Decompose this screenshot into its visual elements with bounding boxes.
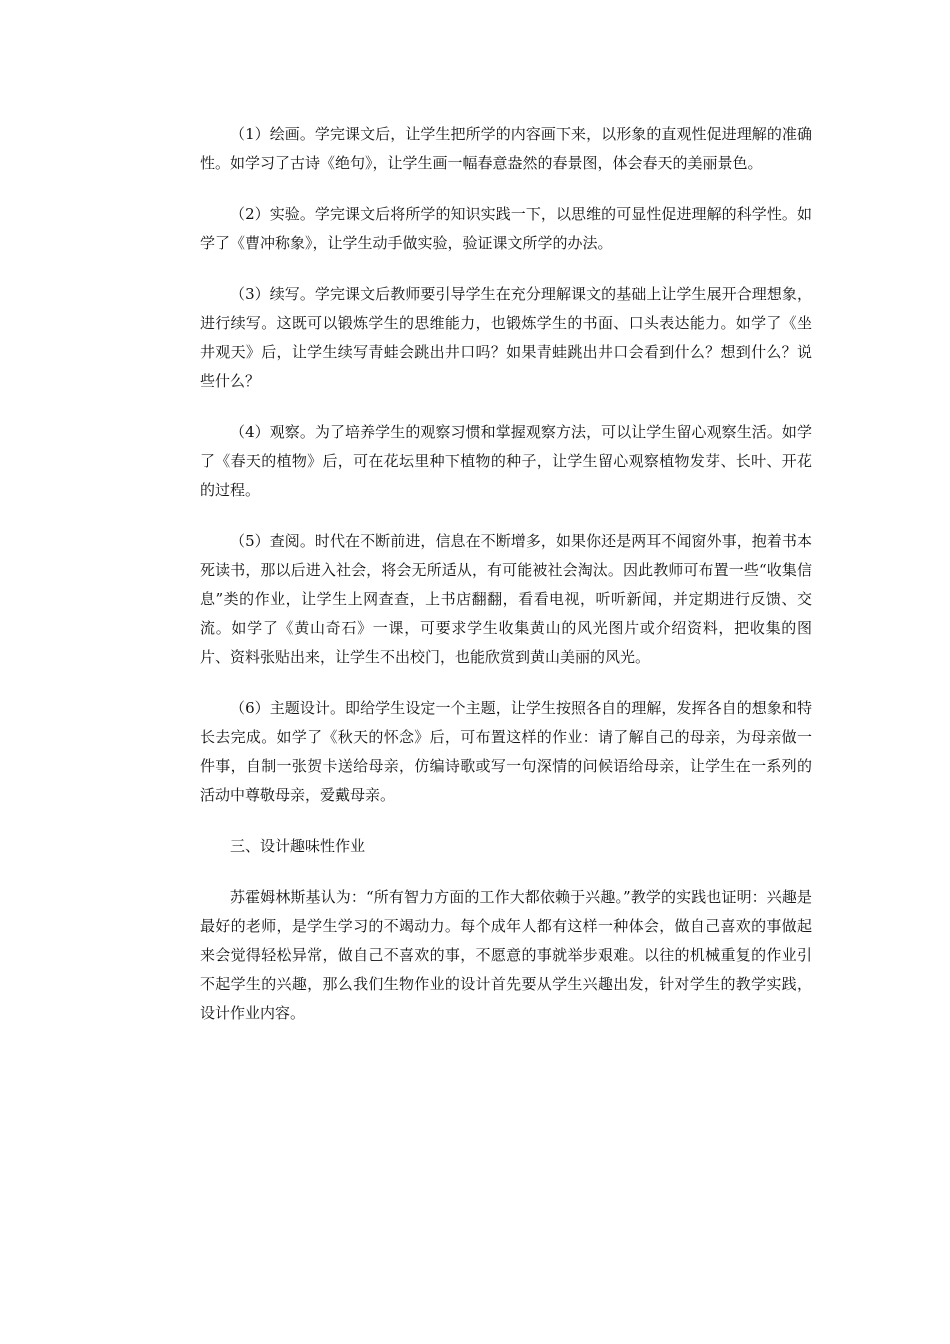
- document-page: [200, 120, 812, 1050]
- paragraph-research: （5）查阅。时代在不断前进，信息在不断增多，如果你还是两耳不闻窗外事，抱着书本死读书，那以后进入社会，将会无所适从，有可能被社会淘汰。因此教师可布置一些“收集信息”类的作业，让学生上网查查，上书店翻翻，看看电视，听听新闻，并定期进行反馈、交流。如学了《黄山奇石》一课，可要求学生收集黄山的风光图片或介绍资料，把收集的图片、资料张贴出来，让学生不出校门，也能欣赏到黄山美丽的风光。: [200, 532, 812, 666]
- section-heading: 三、设计趣味性作业: [230, 837, 366, 855]
- paragraph-continuation-writing: （3）续写。学完课文后教师要引导学生在充分理解课文的基础上让学生展开合理想象，进行续写。这既可以锻炼学生的思维能力，也锻炼学生的书面、口头表达能力。如学了《坐井观天》后，让学生续写青蛙会跳出井口吗？如果青蛙跳出井口会看到什么？想到什么？说些什么？: [200, 285, 812, 390]
- paragraph-observation: （4）观察。为了培养学生的观察习惯和掌握观察方法，可以让学生留心观察生活。如学了《春天的植物》后，可在花坛里种下植物的种子，让学生留心观察植物发芽、长叶、开花的过程。: [200, 423, 812, 499]
- paragraph-theme-design: （6）主题设计。即给学生设定一个主题，让学生按照各自的理解，发挥各自的想象和特长去完成。如学了《秋天的怀念》后，可布置这样的作业：请了解自己的母亲，为母亲做一件事，自制一张贺卡送给母亲，仿编诗歌或写一句深情的问候语给母亲，让学生在一系列的活动中尊敬母亲，爱戴母亲。: [200, 699, 812, 804]
- paragraph-drawing: （1）绘画。学完课文后，让学生把所学的内容画下来，以形象的直观性促进理解的准确性。如学习了古诗《绝句》，让学生画一幅春意盎然的春景图，体会春天的美丽景色。: [200, 125, 812, 172]
- paragraph-experiment: （2）实验。学完课文后将所学的知识实践一下，以思维的可显性促进理解的科学性。如学了《曹冲称象》，让学生动手做实验，验证课文所学的办法。: [200, 205, 812, 252]
- paragraph-interest: 苏霍姆林斯基认为：“所有智力方面的工作大都依赖于兴趣。”教学的实践也证明：兴趣是最好的老师，是学生学习的不竭动力。每个成年人都有这样一种体会，做自己喜欢的事做起来会觉得轻松异常，做自己不喜欢的事，不愿意的事就举步艰难。以往的机械重复的作业引不起学生的兴趣，那么我们生物作业的设计首先要从学生兴趣出发，针对学生的教学实践，设计作业内容。: [200, 888, 812, 1022]
